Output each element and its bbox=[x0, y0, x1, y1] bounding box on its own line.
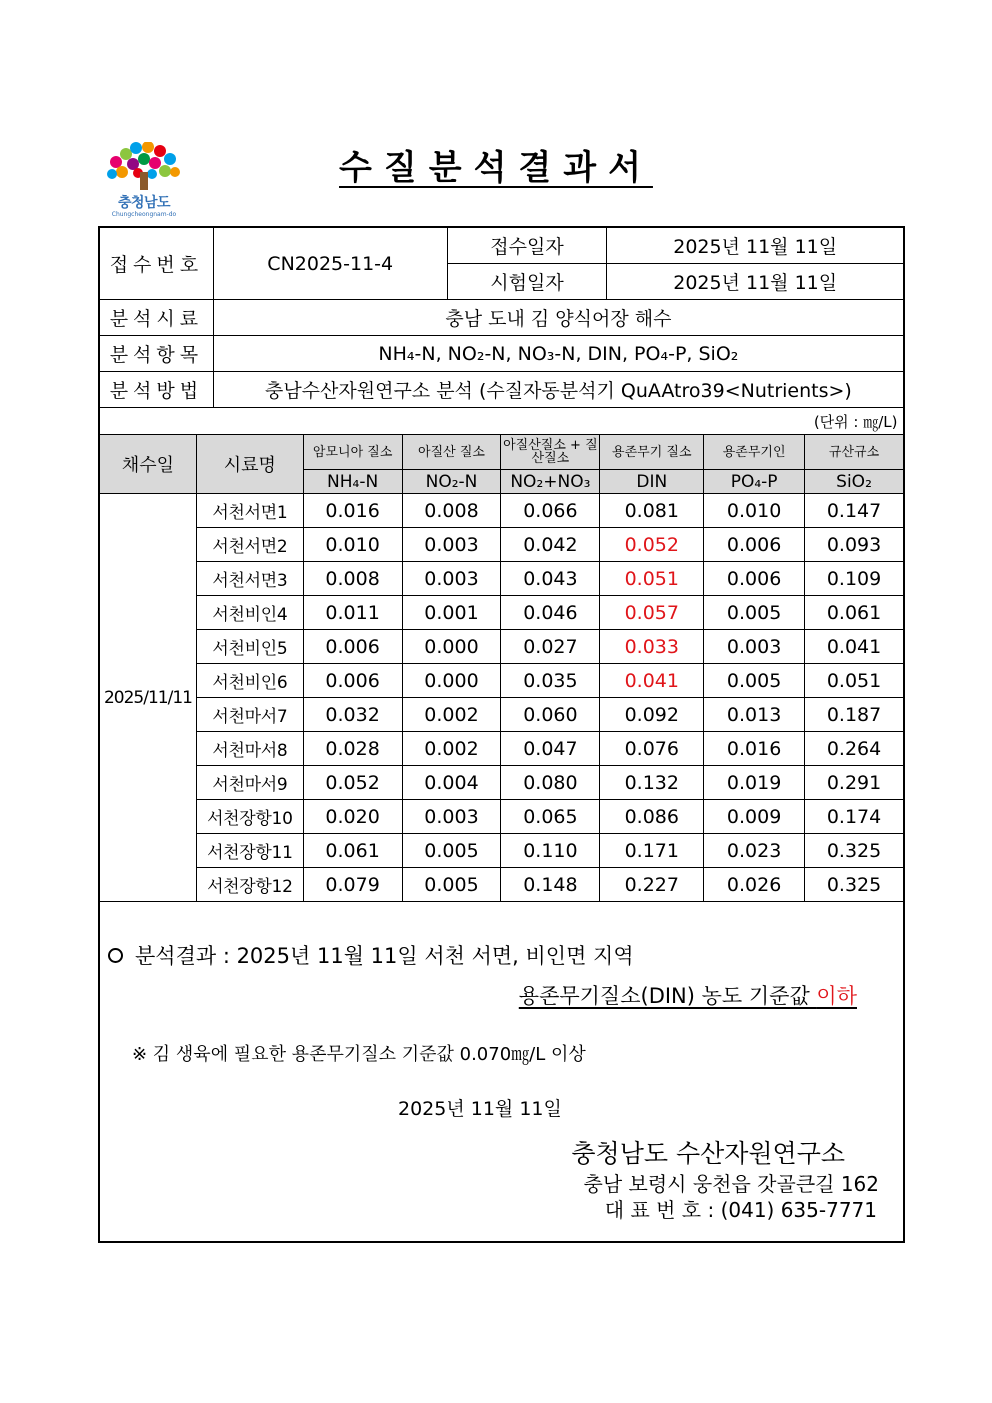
value-cell: 0.006 bbox=[303, 630, 402, 664]
value-cell: 0.041 bbox=[805, 630, 904, 664]
value-cell: 0.035 bbox=[501, 664, 600, 698]
col-header-code: DIN bbox=[600, 470, 704, 494]
col-header-code: NO₂+NO₃ bbox=[501, 470, 600, 494]
table-row bbox=[100, 732, 904, 766]
table-row bbox=[100, 698, 904, 732]
table-row bbox=[100, 596, 904, 630]
table-row bbox=[100, 562, 904, 596]
receipt-no-value: CN2025-11-4 bbox=[213, 228, 447, 300]
value-cell: 0.046 bbox=[501, 596, 600, 630]
value-cell: 0.076 bbox=[600, 732, 704, 766]
value-cell: 0.057 bbox=[600, 596, 704, 630]
value-cell: 0.003 bbox=[704, 630, 805, 664]
value-cell: 0.047 bbox=[501, 732, 600, 766]
sample-name: 서천장항12 bbox=[196, 868, 303, 902]
value-cell: 0.032 bbox=[303, 698, 402, 732]
value-cell: 0.066 bbox=[501, 494, 600, 528]
results-table bbox=[99, 434, 904, 902]
value-cell: 0.041 bbox=[600, 664, 704, 698]
col-header-ko: 규산규소 bbox=[805, 435, 904, 470]
sample-name: 서천비인5 bbox=[196, 630, 303, 664]
organization-name: 충청남도 수산자원연구소 bbox=[571, 1139, 845, 1168]
method-value: 충남수산자원연구소 분석 (수질자동분석기 QuAAtro39<Nutrients>) bbox=[213, 372, 903, 408]
sample-label: 분석시료 bbox=[100, 300, 214, 336]
result-line2-red: 이하 bbox=[816, 984, 857, 1008]
organization-phone: 대 표 번 호 : (041) 635-7771 bbox=[604, 1198, 877, 1222]
sample-name: 서천비인4 bbox=[196, 596, 303, 630]
result-line2-main: 용존무기질소(DIN) 농도 기준값 bbox=[518, 984, 817, 1008]
value-cell: 0.003 bbox=[402, 800, 501, 834]
value-cell: 0.033 bbox=[600, 630, 704, 664]
col-header-code: SiO₂ bbox=[805, 470, 904, 494]
value-cell: 0.174 bbox=[805, 800, 904, 834]
value-cell: 0.000 bbox=[402, 664, 501, 698]
items-label: 분석항목 bbox=[100, 336, 214, 372]
sample-name: 서천서면3 bbox=[196, 562, 303, 596]
value-cell: 0.132 bbox=[600, 766, 704, 800]
items-value: NH₄-N, NO₂-N, NO₃-N, DIN, PO₄-P, SiO₂ bbox=[213, 336, 903, 372]
document-title: 수질분석결과서 bbox=[339, 148, 653, 188]
threshold-note: ※ 김 생육에 필요한 용존무기질소 기준값 0.070㎎/L 이상 bbox=[132, 1044, 586, 1065]
value-cell: 0.005 bbox=[402, 868, 501, 902]
unit-label: (단위 : ㎎/L) bbox=[813, 412, 898, 431]
result-summary bbox=[108, 940, 634, 970]
value-cell: 0.051 bbox=[600, 562, 704, 596]
value-cell: 0.020 bbox=[303, 800, 402, 834]
value-cell: 0.006 bbox=[303, 664, 402, 698]
value-cell: 0.264 bbox=[805, 732, 904, 766]
value-cell: 0.016 bbox=[303, 494, 402, 528]
table-row bbox=[100, 630, 904, 664]
sample-name: 서천비인6 bbox=[196, 664, 303, 698]
test-date-value: 2025년 11월 11일 bbox=[607, 264, 904, 300]
test-date-label: 시험일자 bbox=[447, 264, 607, 300]
value-cell: 0.171 bbox=[600, 834, 704, 868]
value-cell: 0.011 bbox=[303, 596, 402, 630]
logo-tree-icon bbox=[102, 142, 186, 192]
report-frame bbox=[98, 226, 905, 1243]
issue-date: 2025년 11월 11일 bbox=[398, 1098, 562, 1120]
organization-address: 충남 보령시 웅천읍 갓골큰길 162 bbox=[583, 1172, 879, 1196]
value-cell: 0.147 bbox=[805, 494, 904, 528]
table-row bbox=[100, 766, 904, 800]
sample-name: 서천서면1 bbox=[196, 494, 303, 528]
sample-name: 서천마서9 bbox=[196, 766, 303, 800]
sample-name: 서천마서7 bbox=[196, 698, 303, 732]
value-cell: 0.013 bbox=[704, 698, 805, 732]
value-cell: 0.001 bbox=[402, 596, 501, 630]
value-cell: 0.008 bbox=[303, 562, 402, 596]
result-line1: 분석결과 : 2025년 11월 11일 서천 서면, 비인면 지역 bbox=[135, 944, 634, 968]
value-cell: 0.187 bbox=[805, 698, 904, 732]
value-cell: 0.009 bbox=[704, 800, 805, 834]
value-cell: 0.291 bbox=[805, 766, 904, 800]
sample-name: 서천서면2 bbox=[196, 528, 303, 562]
results-body bbox=[100, 494, 904, 902]
value-cell: 0.080 bbox=[501, 766, 600, 800]
value-cell: 0.019 bbox=[704, 766, 805, 800]
col-header-ko: 아질산 질소 bbox=[402, 435, 501, 470]
value-cell: 0.004 bbox=[402, 766, 501, 800]
value-cell: 0.092 bbox=[600, 698, 704, 732]
value-cell: 0.003 bbox=[402, 562, 501, 596]
value-cell: 0.051 bbox=[805, 664, 904, 698]
value-cell: 0.325 bbox=[805, 868, 904, 902]
value-cell: 0.023 bbox=[704, 834, 805, 868]
col-header-ko: 암모니아 질소 bbox=[303, 435, 402, 470]
value-cell: 0.000 bbox=[402, 630, 501, 664]
table-row bbox=[100, 528, 904, 562]
bullet-circle-icon bbox=[108, 948, 123, 963]
value-cell: 0.086 bbox=[600, 800, 704, 834]
receipt-date-label: 접수일자 bbox=[447, 228, 607, 264]
col-header-code: NH₄-N bbox=[303, 470, 402, 494]
value-cell: 0.325 bbox=[805, 834, 904, 868]
value-cell: 0.081 bbox=[600, 494, 704, 528]
value-cell: 0.006 bbox=[704, 528, 805, 562]
value-cell: 0.079 bbox=[303, 868, 402, 902]
value-cell: 0.005 bbox=[704, 664, 805, 698]
value-cell: 0.110 bbox=[501, 834, 600, 868]
value-cell: 0.005 bbox=[402, 834, 501, 868]
value-cell: 0.227 bbox=[600, 868, 704, 902]
col-header-name: 시료명 bbox=[196, 435, 303, 494]
chungnam-logo bbox=[102, 142, 186, 222]
sample-name: 서천마서8 bbox=[196, 732, 303, 766]
value-cell: 0.148 bbox=[501, 868, 600, 902]
table-row bbox=[100, 868, 904, 902]
value-cell: 0.008 bbox=[402, 494, 501, 528]
value-cell: 0.010 bbox=[704, 494, 805, 528]
value-cell: 0.109 bbox=[805, 562, 904, 596]
value-cell: 0.005 bbox=[704, 596, 805, 630]
value-cell: 0.052 bbox=[600, 528, 704, 562]
col-header-date: 채수일 bbox=[100, 435, 197, 494]
info-table bbox=[99, 227, 904, 434]
value-cell: 0.010 bbox=[303, 528, 402, 562]
value-cell: 0.002 bbox=[402, 732, 501, 766]
value-cell: 0.060 bbox=[501, 698, 600, 732]
table-row bbox=[100, 494, 904, 528]
table-row bbox=[100, 800, 904, 834]
table-row bbox=[100, 834, 904, 868]
value-cell: 0.042 bbox=[501, 528, 600, 562]
result-conclusion bbox=[519, 980, 857, 1010]
value-cell: 0.026 bbox=[704, 868, 805, 902]
sample-value: 충남 도내 김 양식어장 해수 bbox=[213, 300, 903, 336]
logo-text-en: Chungcheongnam-do bbox=[111, 211, 177, 218]
value-cell: 0.027 bbox=[501, 630, 600, 664]
value-cell: 0.016 bbox=[704, 732, 805, 766]
value-cell: 0.061 bbox=[303, 834, 402, 868]
sample-name: 서천장항11 bbox=[196, 834, 303, 868]
receipt-no-label: 접수번호 bbox=[100, 228, 214, 300]
method-label: 분석방법 bbox=[100, 372, 214, 408]
value-cell: 0.002 bbox=[402, 698, 501, 732]
value-cell: 0.006 bbox=[704, 562, 805, 596]
value-cell: 0.061 bbox=[805, 596, 904, 630]
value-cell: 0.028 bbox=[303, 732, 402, 766]
sample-name: 서천장항10 bbox=[196, 800, 303, 834]
value-cell: 0.003 bbox=[402, 528, 501, 562]
col-header-ko: 아질산질소 + 질산질소 bbox=[501, 435, 600, 470]
value-cell: 0.043 bbox=[501, 562, 600, 596]
table-row bbox=[100, 664, 904, 698]
col-header-code: PO₄-P bbox=[704, 470, 805, 494]
value-cell: 0.093 bbox=[805, 528, 904, 562]
receipt-date-value: 2025년 11월 11일 bbox=[607, 228, 904, 264]
logo-text: 충청남도 bbox=[117, 195, 171, 211]
value-cell: 0.065 bbox=[501, 800, 600, 834]
col-header-ko: 용존무기 질소 bbox=[600, 435, 704, 470]
col-header-code: NO₂-N bbox=[402, 470, 501, 494]
sampling-date: 2025/11/11 bbox=[100, 494, 197, 902]
value-cell: 0.052 bbox=[303, 766, 402, 800]
col-header-ko: 용존무기인 bbox=[704, 435, 805, 470]
